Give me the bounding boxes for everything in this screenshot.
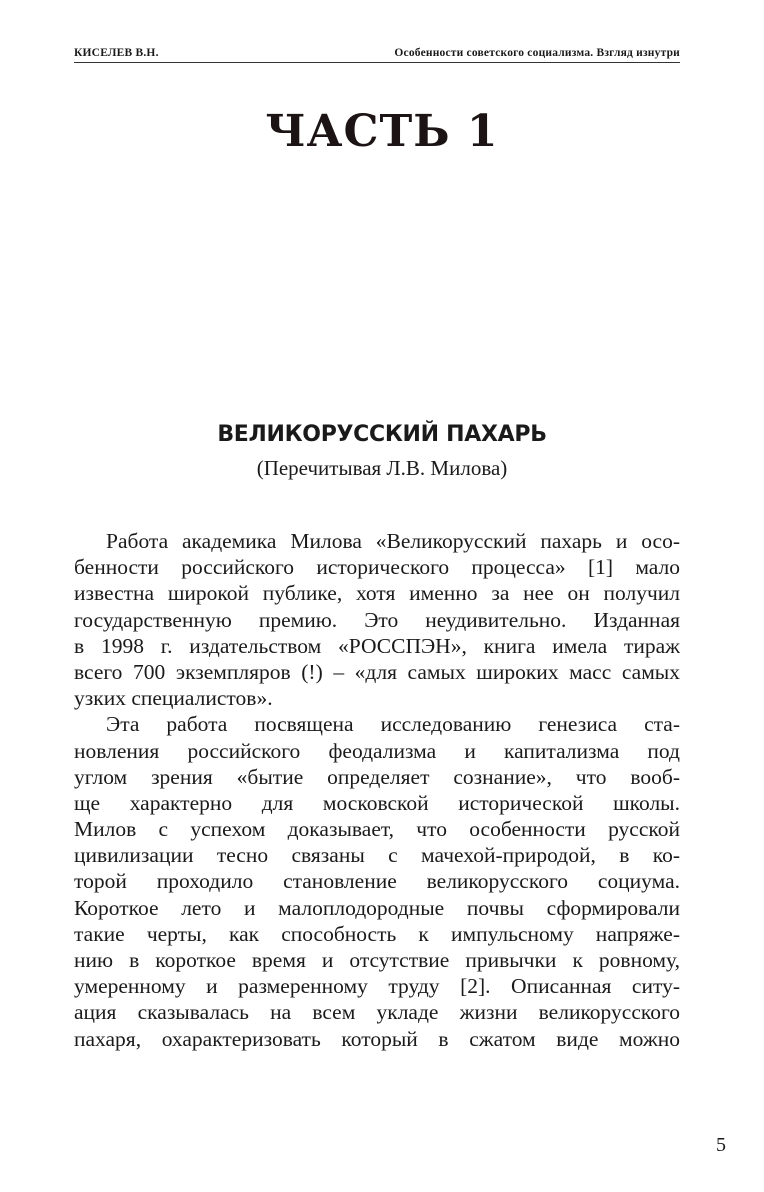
body-text [74,528,680,1052]
body-line: государственную премию. Это неудивительно. Изданная [74,607,680,632]
chapter-title: ВЕЛИКОРУССКИЙ ПАХАРЬ [217,422,547,447]
body-line: Милов с успехом доказывает, что особенности русской [74,817,680,842]
body-line: пахаря, охарактеризовать который в сжатом виде можно [74,1026,680,1051]
body-line: углом зрения «бытие определяет сознание», что вооб- [74,764,680,789]
part-title: ЧАСТЬ 1 [265,106,499,157]
page-number: 5 [716,1134,726,1156]
chapter-subtitle: (Перечитывая Л.В. Милова) [256,456,508,480]
body-line: в 1998 г. издательством «РОССПЭН», книга имела тираж [74,633,680,658]
body-line: ще характерно для московской исторической школы. [74,790,680,815]
body-line: известна широкой публике, хотя именно за нее он получил [74,581,680,606]
body-line: бенности российского исторического процесса» [1] мало [74,555,680,580]
body-line: новления российского феодализма и капитализма под [74,738,680,763]
body-line: такие черты, как способность к импульсному напряже- [74,921,680,946]
body-line: всего 700 экземпляров (!) – «для самых широких масс самых [74,659,680,684]
body-line: Работа академика Милова «Великорусский пахарь и осо- [106,529,680,553]
body-line: ация сказывалась на всем укладе жизни великорусского [74,1000,680,1025]
body-line: умеренному и размеренному труду [2]. Описанная ситу- [74,974,680,999]
body-line: цивилизации тесно связаны с мачехой-природой, в ко- [74,843,680,868]
body-line: торой проходило становление великорусского социума. [74,869,680,894]
body-line: нию в короткое время и отсутствие привычки к ровному, [74,948,680,972]
body-line: Эта работа посвящена исследованию генезиса ста- [106,712,680,737]
header-book-title: Особенности советского социализма. Взгляд изнутри [394,47,680,59]
header-rule [74,62,680,63]
body-line: узких специалистов». [74,686,273,711]
header-author: КИСЕЛЕВ В.Н. [74,47,159,59]
running-header [74,44,680,62]
body-line: Короткое лето и малоплодородные почвы сформировали [74,895,680,920]
